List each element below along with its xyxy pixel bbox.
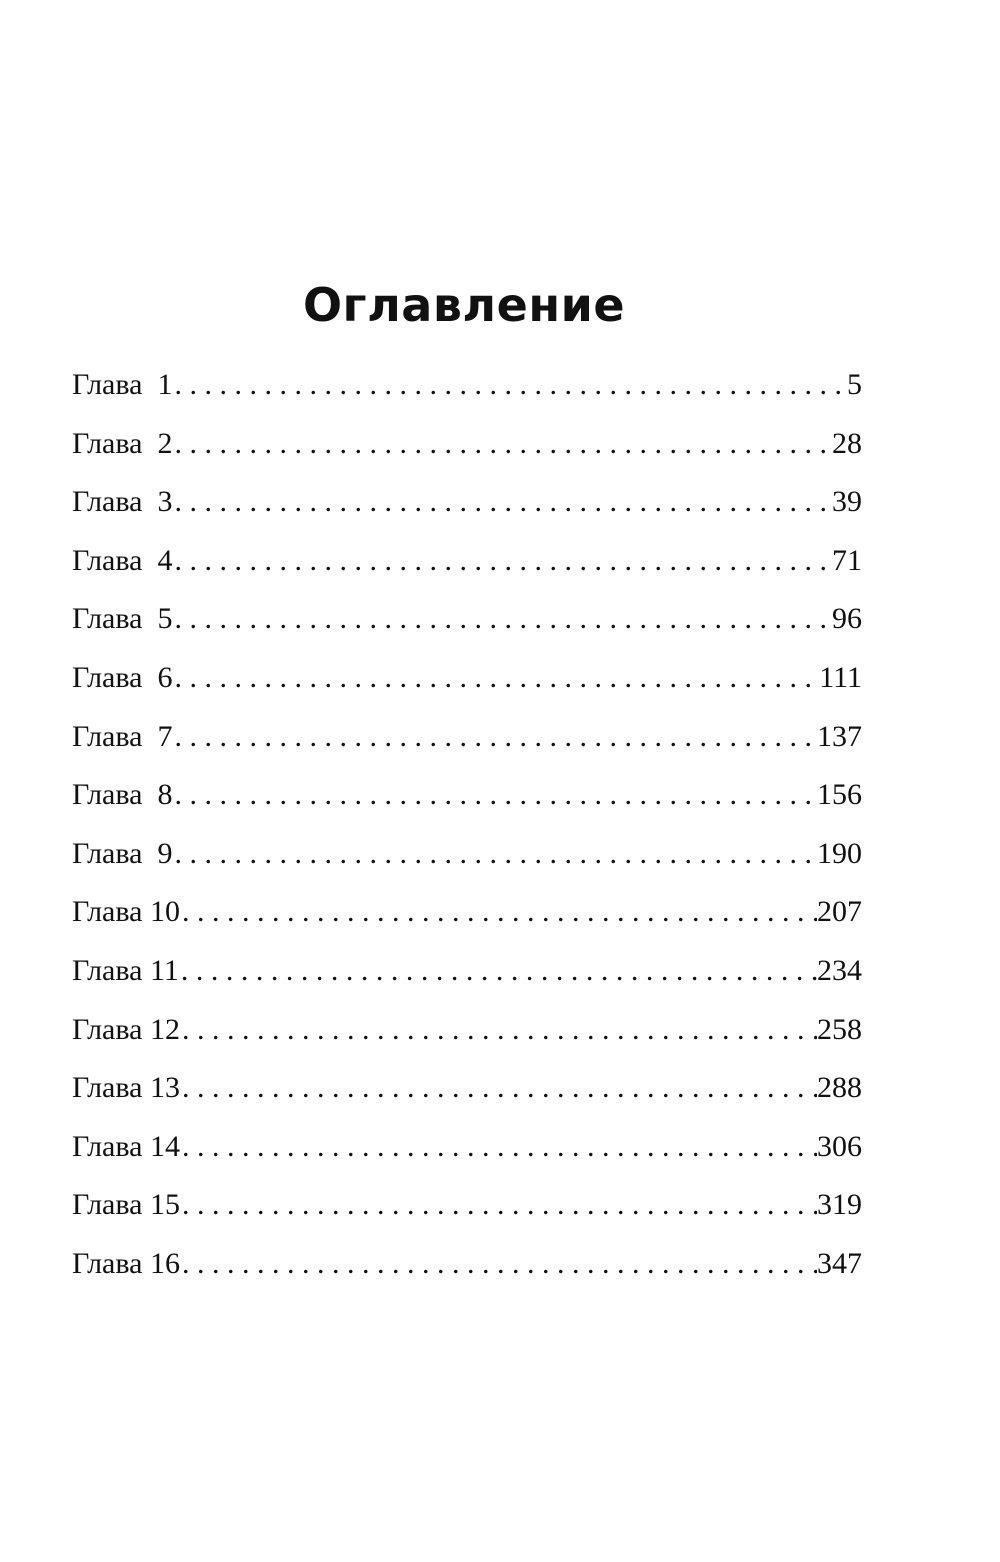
toc-entry-label: Глава 9: [72, 836, 173, 870]
toc-dot-leader: [172, 780, 817, 810]
toc-entry: [72, 1246, 862, 1308]
toc-entry: [72, 370, 862, 429]
toc-entry: [72, 604, 862, 663]
toc-entry: [72, 1012, 862, 1074]
toc-dot-leader: [172, 722, 817, 752]
toc-dot-leader: [180, 1249, 817, 1279]
toc-dot-leader: [179, 956, 817, 986]
toc-dot-leader: [172, 663, 819, 693]
toc-entry-page: 319: [817, 1188, 862, 1222]
toc-entry-page: 137: [817, 719, 862, 753]
toc-entry: [72, 897, 862, 956]
toc-entry-label: Глава 16: [72, 1246, 180, 1280]
toc-dot-leader: [172, 604, 832, 634]
toc-entry-page: 96: [832, 602, 862, 636]
toc-entry: [72, 1129, 862, 1191]
toc-entry-page: 258: [817, 1012, 862, 1046]
toc-entry-page: 111: [819, 660, 862, 694]
toc-entry-page: 39: [832, 485, 862, 519]
toc-dot-leader: [180, 1015, 817, 1045]
toc-entry: [72, 1073, 862, 1132]
toc-entry-label: Глава 15: [72, 1188, 180, 1222]
toc-entry-page: 28: [832, 426, 862, 460]
toc-entry: [72, 660, 862, 722]
toc-entry-page: 207: [817, 895, 862, 929]
toc-entry-page: 156: [817, 778, 862, 812]
toc-entry-label: Глава 6: [72, 660, 173, 694]
toc-entry: [72, 1190, 862, 1249]
toc-entry-label: Глава 7: [72, 719, 173, 753]
toc-entry-page: 347: [817, 1246, 862, 1280]
toc-dot-leader: [172, 429, 832, 459]
toc-dot-leader: [180, 1132, 817, 1162]
toc-entry: [72, 543, 862, 605]
toc-dot-leader: [172, 839, 817, 869]
toc-dot-leader: [180, 1073, 817, 1103]
toc-title: Оглавление: [302, 278, 626, 332]
toc-dot-leader: [172, 370, 847, 400]
toc-entry-label: Глава 5: [72, 602, 173, 636]
toc-entry-label: Глава 11: [72, 953, 179, 987]
toc-entry-label: Глава 13: [72, 1071, 180, 1105]
toc-dot-leader: [180, 1190, 817, 1220]
toc-entry-page: 234: [817, 953, 862, 987]
toc-entry-page: 306: [817, 1129, 862, 1163]
toc-entry-label: Глава 3: [72, 485, 173, 519]
toc-entry-page: 190: [817, 836, 862, 870]
toc-entry-label: Глава 1: [72, 368, 173, 401]
toc-entry: [72, 426, 862, 488]
toc-entry-page: 71: [832, 543, 862, 577]
toc-dot-leader: [172, 546, 832, 576]
toc-entry-label: Глава 2: [72, 426, 173, 460]
toc-entry-label: Глава 10: [72, 895, 180, 929]
toc-entry-label: Глава 12: [72, 1012, 180, 1046]
toc-entry-page: 5: [847, 368, 862, 401]
toc-entry-page: 288: [817, 1071, 862, 1105]
toc-dot-leader: [180, 897, 817, 927]
toc-entry-label: Глава 14: [72, 1129, 180, 1163]
toc-entry: [72, 487, 862, 546]
toc-entry: [72, 780, 862, 839]
toc-list: [72, 370, 862, 1308]
toc-dot-leader: [172, 487, 832, 517]
toc-entry: [72, 836, 862, 898]
toc-entry-label: Глава 8: [72, 778, 173, 812]
toc-entry: [72, 953, 862, 1015]
toc-entry: [72, 719, 862, 781]
toc-entry-label: Глава 4: [72, 543, 173, 577]
